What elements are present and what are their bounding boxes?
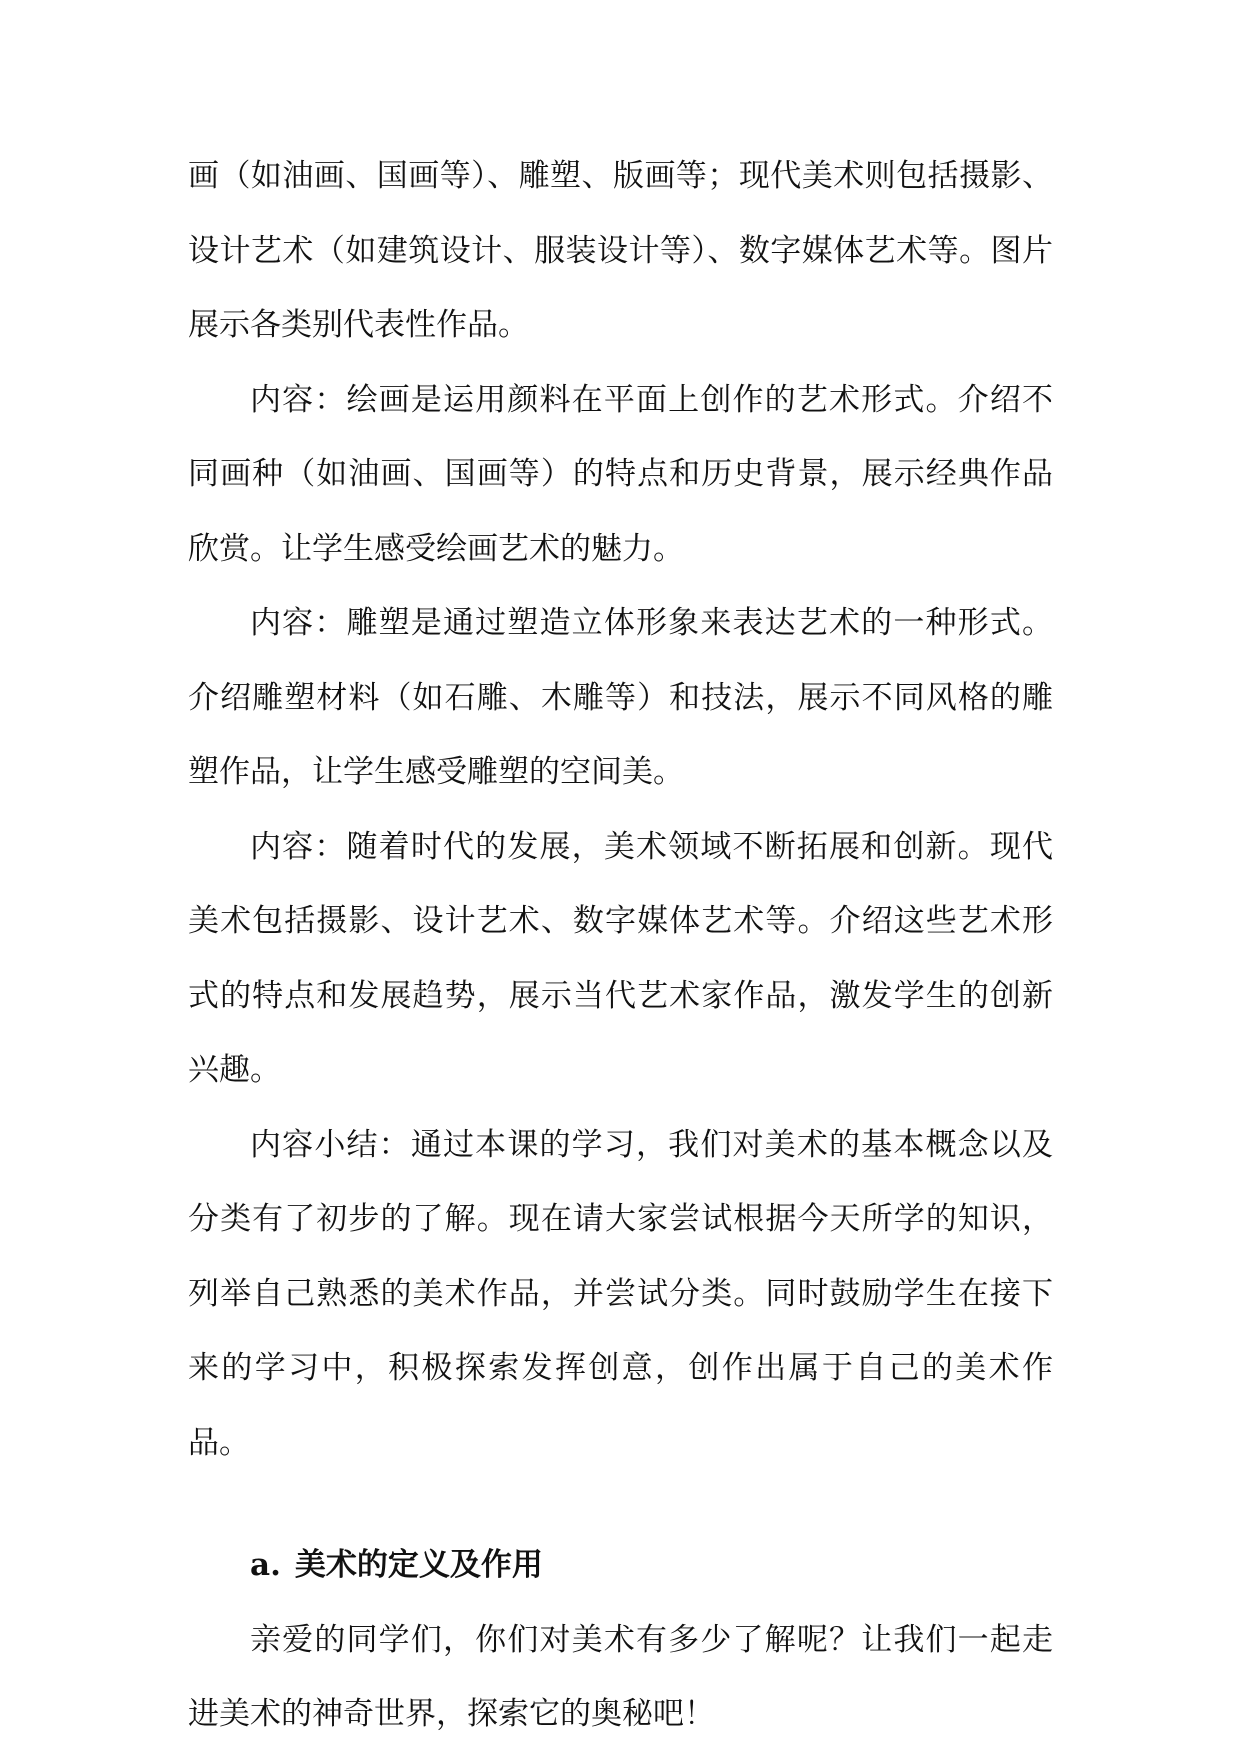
paragraph-painting: 内容：绘画是运用颜料在平面上创作的艺术形式。介绍不同画种（如油画、国画等）的特点和历史背景，展示经典作品欣赏。让学生感受绘画艺术的魅力。 (188, 381, 1053, 567)
section-title: 美术的定义及作用 (294, 1547, 543, 1583)
paragraph-sculpture: 内容：雕塑是通过塑造立体形象来表达艺术的一种形式。介绍雕塑材料（如石雕、木雕等）和技法，展示不同风格的雕塑作品，让学生感受雕塑的空间美。 (188, 605, 1053, 790)
section-marker: a. (250, 1547, 281, 1583)
paragraph-continued: 画（如油画、国画等）、雕塑、版画等；现代美术则包括摄影、设计艺术（如建筑设计、服装设计等）、数字媒体艺术等。图片展示各类别代表性作品。 (188, 158, 1053, 343)
section-heading (188, 1528, 1053, 1603)
paragraph-summary: 内容小结：通过本课的学习，我们对美术的基本概念以及分类有了初步的了解。现在请大家尝试根据今天所学的知识，列举自己熟悉的美术作品，并尝试分类。同时鼓励学生在接下来的学习中，积极探索发挥创意，创作出属于自己的美术作品。 (188, 1126, 1053, 1461)
section-intro-paragraph: 亲爱的同学们，你们对美术有多少了解呢？让我们一起走进美术的神奇世界，探索它的奥秘吧！ (188, 1621, 1053, 1732)
paragraph-modern-art: 内容：随着时代的发展，美术领域不断拓展和创新。现代美术包括摄影、设计艺术、数字媒体艺术等。介绍这些艺术形式的特点和发展趋势，展示当代艺术家作品，激发学生的创新兴趣。 (188, 828, 1053, 1088)
